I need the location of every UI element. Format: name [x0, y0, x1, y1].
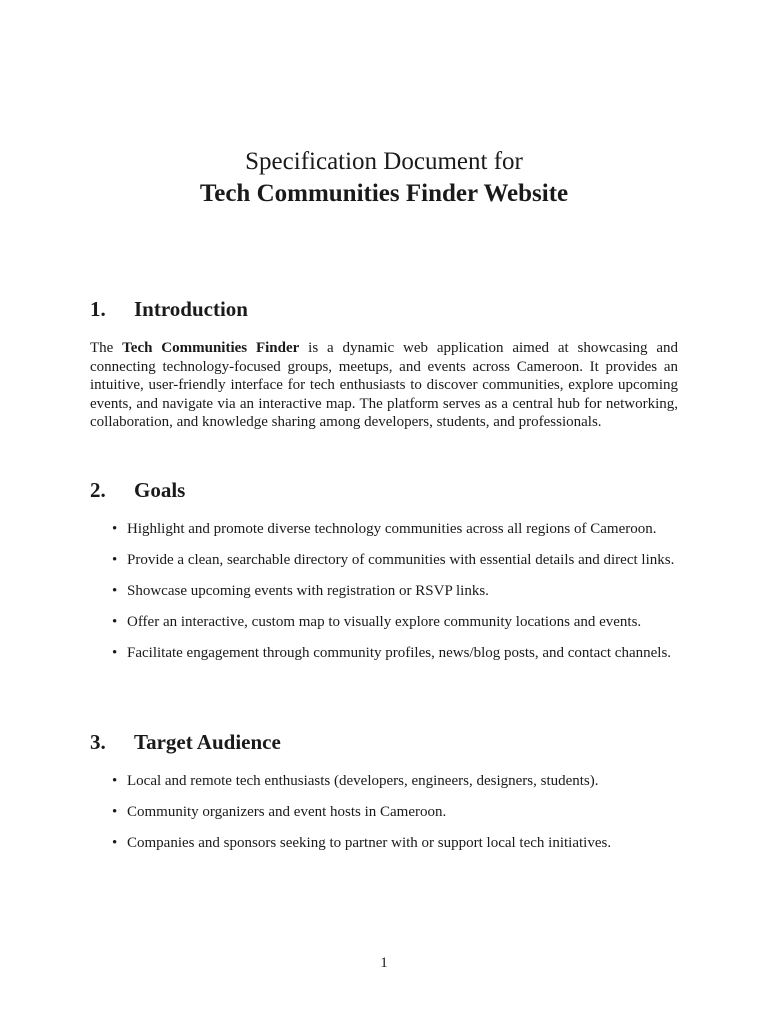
list-item-text: Local and remote tech enthusiasts (developers, engineers, designers, students). — [127, 773, 599, 789]
bullet-icon: • — [112, 645, 118, 662]
bullet-icon: • — [112, 552, 118, 569]
list-item-text: Community organizers and event hosts in Cameroon. — [127, 804, 447, 821]
section-target-audience — [90, 729, 678, 865]
list-item-text: Provide a clean, searchable directory of communities with essential details and direct links. — [127, 552, 675, 569]
section-title: Introduction — [134, 297, 248, 321]
bullet-icon: • — [112, 835, 118, 852]
title-line-1: Specification Document for — [245, 148, 523, 175]
list-item-text: Offer an interactive, custom map to visually explore community locations and events. — [127, 614, 642, 631]
section-number: 3. — [90, 730, 106, 754]
section-heading — [90, 729, 678, 755]
list-item-text: Showcase upcoming events with registration or RSVP links. — [127, 583, 489, 600]
intro-text: is a dynamic web application aimed at showcasing and connecting technology-focused groups, meetups, and events across Cameroon. It provides an intuitive, user-friendly interface for tech enthusiasts to discover communities, explore upcoming events, and navigate via an interactive map. The platform serves as a central hub for networking, collaboration, and knowledge sharing among developers, students, and professionals. — [90, 340, 678, 431]
list-item — [90, 644, 678, 663]
bullet-icon: • — [112, 521, 118, 537]
bullet-icon: • — [112, 773, 118, 789]
product-name-bold: Tech Communities Finder — [122, 340, 300, 356]
section-title: Goals — [134, 478, 186, 502]
list-item — [90, 803, 678, 822]
list-item — [90, 551, 678, 570]
section-number: 2. — [90, 478, 106, 502]
section-title: Target Audience — [134, 730, 281, 754]
list-item-text: Facilitate engagement through community profiles, news/blog posts, and contact channels. — [127, 645, 672, 662]
title-line-2: Tech Communities Finder Website — [199, 180, 569, 207]
intro-prefix: The — [90, 340, 123, 356]
bullet-icon: • — [112, 804, 118, 821]
goals-list — [90, 520, 678, 663]
list-item — [90, 582, 678, 601]
list-item — [90, 520, 678, 539]
list-item — [90, 772, 678, 791]
section-introduction — [90, 296, 678, 432]
section-heading — [90, 296, 678, 322]
page-number: 1 — [380, 955, 388, 971]
list-item-text: Companies and sponsors seeking to partner with or support local tech initiatives. — [127, 835, 612, 852]
list-item — [90, 613, 678, 632]
bullet-icon: • — [112, 583, 118, 600]
bullet-icon: • — [112, 614, 118, 631]
section-heading — [90, 477, 678, 503]
audience-list — [90, 772, 678, 853]
list-item-text: Highlight and promote diverse technology communities across all regions of Cameroon. — [127, 521, 657, 537]
section-number: 1. — [90, 297, 106, 321]
introduction-paragraph — [90, 339, 678, 432]
list-item — [90, 834, 678, 853]
document-title — [0, 146, 768, 210]
section-goals — [90, 477, 678, 675]
